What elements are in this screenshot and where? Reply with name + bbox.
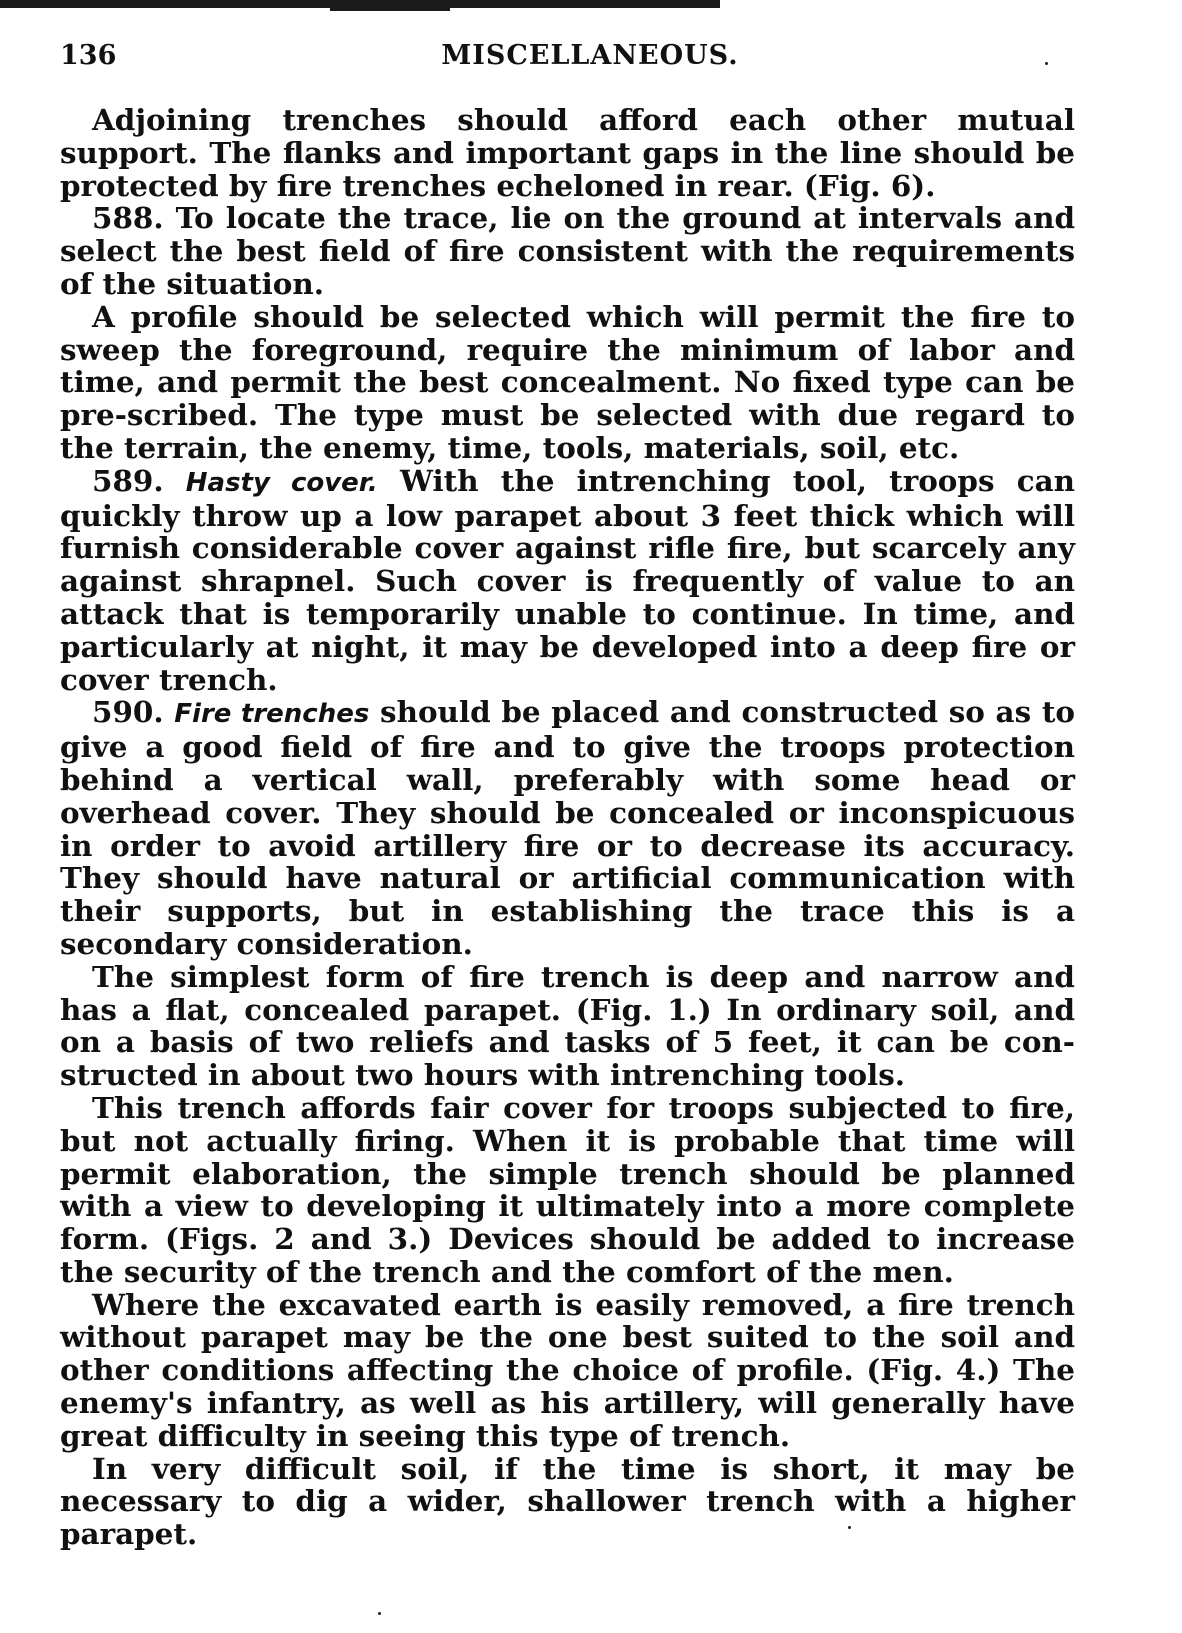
paragraph-text: In very difficult soil, if the time is short, it may be necessary to dig a wider, shallower trench with a higher parapet. [60,1450,1075,1552]
paragraph-text: The simplest form of fire trench is deep and narrow and has a flat, concealed parapet. (Fig. 1.) In ordinary soil, and on a basis of two reliefs and tasks of 5 feet, it can be con-structed in about two hours with intrenching tools. [60,958,1075,1093]
paragraph-mutual-support [60,104,1075,202]
paragraph-text: should be placed and constructed so as to give a good field of fire and to give the troops protection behind a vertical wall, preferably with some head or overhead cover. They should be concealed or inconspicuous in order to avoid artillery fire or to decrease its accuracy. They should have natural or artificial communication with their supports, but in establishing the trace this is a secondary consideration. [60,694,1076,961]
top-rule [0,0,720,8]
paragraph-profile [60,298,1075,465]
paragraph-number: 588. [92,200,164,236]
paragraph-title: Fire trenches [174,699,370,730]
paragraph-590 [60,696,1075,960]
paragraph-number: 589. [92,462,164,498]
paragraph-difficult-soil [60,1450,1075,1552]
paragraph-fair-cover [60,1089,1075,1289]
paragraph-text: This trench affords fair cover for troops subjected to fire, but not actually firing. When it is probable that time will permit elaboration, the simple trench should be planned with a view to developing it ultimately into a more complete form. (Figs. 2 and 3.) Devices should be added to increase the security of the trench and the comfort of the men. [60,1089,1075,1289]
running-head: MISCELLANEOUS. [441,40,739,71]
paragraph-without-parapet [60,1286,1075,1453]
paragraph-text: A profile should be selected which will permit the fire to sweep the foreground, require the minimum of labor and time, and permit the best concealment. No fixed type can be pre-scribed. The type must be selected with due regard to the terrain, the enemy, time, tools, materials, soil, etc. [60,298,1075,465]
print-speck [1045,62,1048,65]
paragraph-title: Hasty cover. [185,467,378,498]
paragraph-number: 590. [92,694,164,730]
paragraph-text: Where the excavated earth is easily removed, a fire trench without parapet may be the one best suited to the soil and other conditions affecting the choice of profile. (Fig. 4.) The enemy's infantry, as well as his artillery, will generally have great difficulty in seeing this type of trench. [60,1286,1075,1453]
paragraph-text: To locate the trace, lie on the ground at intervals and select the best field of fire consistent with the requirements of the situation. [60,200,1075,301]
page-number: 136 [60,40,117,71]
body-text [60,104,1075,1551]
top-rule-tail [330,8,450,11]
paragraph-588 [60,202,1075,300]
paragraph-text: Adjoining trenches should afford each other mutual support. The flanks and important gaps in the line should be protected by fire trenches echeloned in rear. (Fig. 6). [60,102,1075,203]
print-speck [378,1612,381,1615]
paragraph-simplest-form [60,958,1075,1093]
paragraph-589 [60,462,1075,697]
page-header [60,40,1120,80]
paragraph-text: With the intrenching tool, troops can quickly throw up a low parapet about 3 feet thick which will furnish considerable cover against rifle fire, but scarcely any against shrapnel. Such cover is frequently of value to an attack that is temporarily unable to continue. In time, and particularly at night, it may be developed into a deep fire or cover trench. [60,462,1075,697]
print-speck [848,1526,851,1529]
